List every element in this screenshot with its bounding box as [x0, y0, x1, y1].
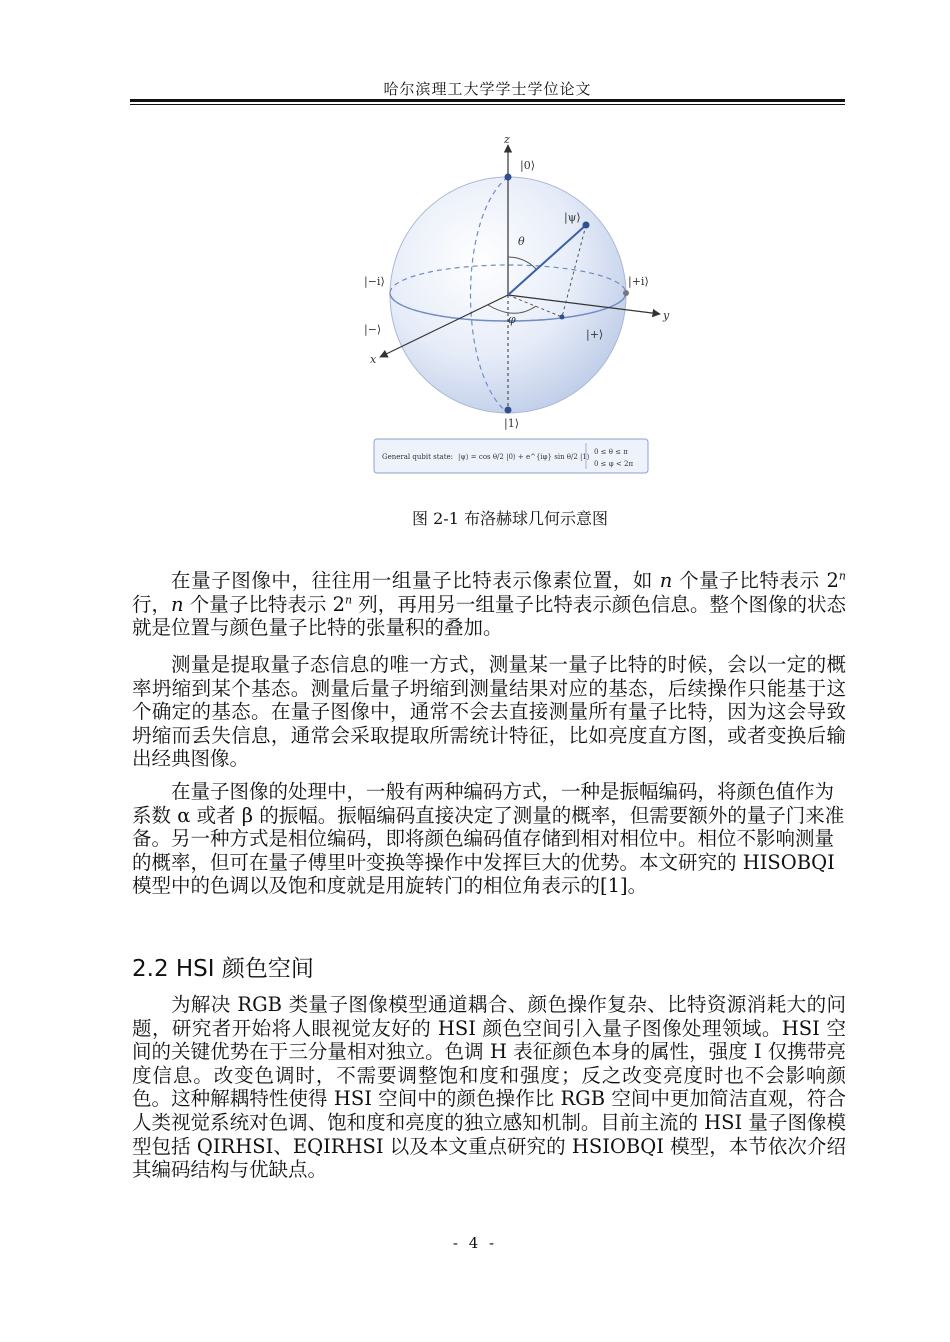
label-ket1: |1⟩ — [504, 417, 519, 430]
label-plus-i: |+i⟩ — [628, 275, 649, 288]
p1-var-n2: n — [171, 592, 184, 616]
formula-range1: 0 ≤ θ ≤ π — [594, 448, 628, 456]
formula-text: |ψ⟩ = cos θ/2 |0⟩ + e^{iφ} sin θ/2 |1⟩ — [458, 453, 590, 461]
p1-part-b: 个量子比特表示 — [672, 569, 827, 592]
header-rule-thin — [130, 104, 845, 105]
paragraph-2-text: 测量是提取量子态信息的唯一方式，测量某一量子比特的时候，会以一定的概率坍缩到某个基态。测量后量子坍缩到测量结果对应的基态，后续操作只能基于这个确定的基态。在量子图像中，通常不会去直接测量所有量子比特，因为这会导致坍缩而丢失信息，通常会采取提取所需统计特征，比如亮度直方图，或者变换后输出经典图像。 — [132, 653, 846, 771]
p1-part-e: 列，再用另一组量子比特表示颜色信息。整个图像的状态就是位置与颜色量子比特的张量积的叠加。 — [132, 592, 846, 640]
label-minus: |−⟩ — [364, 323, 382, 336]
header-rule-thick — [130, 99, 845, 102]
label-x: x — [370, 353, 377, 366]
paragraph-4 — [132, 993, 846, 1182]
running-header: 哈尔滨理工大学学士学位论文 — [383, 80, 592, 98]
psi-dot — [583, 222, 590, 229]
plus-dot — [560, 315, 565, 320]
ket0-dot — [505, 174, 512, 181]
p1-part-c: 行， — [132, 592, 172, 616]
label-ket0: |0⟩ — [520, 159, 535, 172]
p1-part-d: 个量子比特表示 — [183, 592, 333, 616]
bloch-sphere-figure — [330, 125, 690, 493]
label-minus-i: |−i⟩ — [364, 275, 385, 288]
paragraph-4-text: 为解决 RGB 类量子图像模型通道耦合、颜色操作复杂、比特资源消耗大的问题，研究者开始将人眼视觉友好的 HSI 颜色空间引入量子图像处理领域。HSI 空间的关键优势在于三分量相对独立。色调 H 表征颜色本身的属性，强度 I 仅携带亮度信息。改变色调时，不需要调整饱和度和强度；反之改变亮度时也不会影响颜色。这种解耦特性使得 HSI 空间中的颜色操作比 RGB 空间中更加简洁直观，符合人类视觉系统对色调、饱和度和亮度的独立感知机制。目前主流的 HSI 量子图像模型包括 QIRHSI、EQIRHSI 以及本文重点研究的 HSIOBQI 模型，本节依次介绍其编码结构与优缺点。 — [132, 993, 846, 1182]
p1-base-2: 2 — [332, 592, 345, 616]
label-z: z — [504, 133, 510, 146]
paragraph-3-text: 在量子图像的处理中，一般有两种编码方式，一种是振幅编码，将颜色值作为系数 α 或者 β 的振幅。振幅编码直接决定了测量的概率，但需要额外的量子门来准备。另一种方式是相位编码，即将颜色编码值存储到相对相位中。相位不影响测量的概率，但可在量子傅里叶变换等操作中发挥巨大的优势。本文研究的 HISOBQI 模型中的色调以及饱和度就是用旋转门的相位角表示的[1]。 — [132, 780, 845, 898]
p1-part-a: 在量子图像中，往往用一组量子比特表示像素位置，如 — [171, 569, 660, 592]
p1-var-n1: n — [659, 569, 673, 592]
figure-caption: 图 2-1 布洛赫球几何示意图 — [412, 509, 608, 528]
label-y: y — [663, 309, 670, 322]
label-plus: |+⟩ — [586, 328, 604, 341]
ket1-dot — [505, 407, 512, 414]
p1-power-1 — [827, 569, 847, 592]
p1-exp-1: n — [838, 569, 847, 583]
label-ketpsi: |ψ⟩ — [564, 211, 581, 224]
section-heading: 2.2 HSI 颜色空间 — [132, 956, 314, 982]
formula-range2: 0 ≤ φ < 2π — [594, 460, 634, 468]
formula-prefix: General qubit state: — [382, 453, 454, 461]
label-phi: φ — [508, 313, 516, 326]
paragraph-2 — [132, 653, 846, 771]
p1-power-2 — [333, 593, 353, 616]
p1-exp-2: n — [345, 593, 353, 607]
bloch-sphere-svg — [330, 125, 690, 493]
paragraph-3 — [132, 780, 846, 898]
page-number: - 4 - — [452, 1234, 498, 1252]
label-theta: θ — [518, 235, 525, 248]
p1-base-1: 2 — [826, 569, 839, 592]
plus-i-dot — [623, 290, 629, 296]
paragraph-1 — [132, 569, 846, 640]
